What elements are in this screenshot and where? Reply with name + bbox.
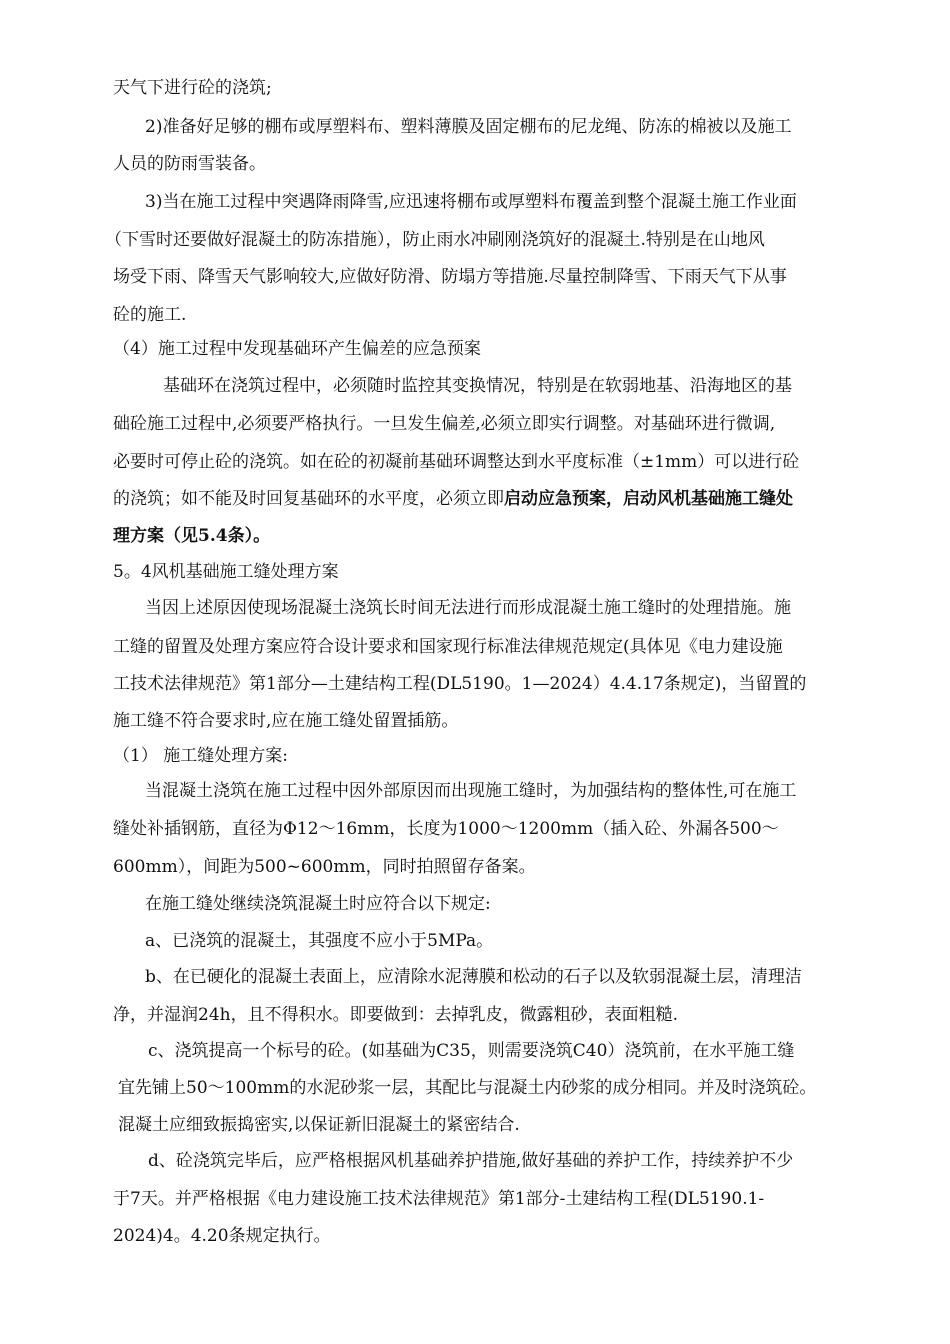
text-run: 缝处补插钢筋，直径为Φ12～16mm，长度为1000～1200mm（插入砼、外漏各500～ <box>113 819 779 839</box>
text-line <box>113 304 186 326</box>
text-run: 基础环在浇筑过程中，必须随时监控其变换情况，特别是在软弱地基、沿海地区的基 <box>163 376 792 396</box>
text-run: 的浇筑；如不能及时回复基础环的水平度，必须立即 <box>113 489 504 509</box>
text-run: 天气下进行砼的浇筑; <box>113 78 272 98</box>
text-line <box>148 1040 794 1062</box>
text-line <box>113 488 793 510</box>
bold-text-run: 理方案（见5.4条）。 <box>113 526 271 546</box>
text-line <box>113 266 787 288</box>
text-run: 600mm），间距为500~600mm，同时拍照留存备案。 <box>113 857 536 877</box>
text-line <box>145 191 797 213</box>
text-line <box>113 856 536 878</box>
text-line <box>148 1150 793 1172</box>
text-line <box>145 597 791 619</box>
text-run: 2024)4。4.20条规定执行。 <box>113 1226 331 1246</box>
bold-text-run: 启动应急预案，启动风机基础施工缝处 <box>504 489 793 509</box>
text-run: 必要时可停止砼的浇筑。如在砼的初凝前基础环调整达到水平度标准（±1mm）可以进行砼 <box>113 452 800 472</box>
text-run: 场受下雨、降雪天气影响较大,应做好防滑、防塌方等措施.尽量控制降雪、下雨天气下从事 <box>113 267 787 287</box>
text-run: 3)当在施工过程中突遇降雨降雪,应迅速将棚布或厚塑料布覆盖到整个混凝土施工作业面 <box>145 192 797 212</box>
text-run: （1） 施工缝处理方案: <box>113 746 288 766</box>
text-line <box>145 966 802 988</box>
section-heading <box>113 745 288 767</box>
text-run: 施工缝不符合要求时,应在施工缝处留置插筋。 <box>113 711 459 731</box>
text-run: 工缝的留置及处理方案应符合设计要求和国家现行标准法律规范规定(具体见《电力建设施 <box>113 637 783 657</box>
text-run: 在施工缝处继续浇筑混凝土时应符合以下规定: <box>145 894 491 914</box>
text-line <box>163 375 792 397</box>
text-line <box>113 525 270 547</box>
text-line <box>105 229 765 251</box>
text-line <box>113 673 806 695</box>
text-line <box>113 1225 331 1247</box>
text-line <box>118 1114 520 1136</box>
text-run: 于7天。并严格根据《电力建设施工技术法律规范》第1部分-土建结构工程(DL5190.1- <box>113 1189 765 1209</box>
text-run: d、砼浇筑完毕后，应严格根据风机基础养护措施,做好基础的养护工作，持续养护不少 <box>148 1151 794 1171</box>
text-run: 础砼施工过程中,必须要严格执行。一旦发生偏差,必须立即实行调整。对基础环进行微调, <box>113 414 776 434</box>
text-line <box>113 636 783 658</box>
text-run: 当混凝土浇筑在施工过程中因外部原因而出现施工缝时，为加强结构的整体性,可在施工 <box>145 781 797 801</box>
text-line <box>113 413 775 435</box>
section-heading <box>113 338 481 360</box>
text-run: 宜先铺上50～100mm的水泥砂浆一层，其配比与混凝土内砂浆的成分相同。并及时浇筑砼。 <box>118 1078 817 1098</box>
text-run: 砼的施工. <box>113 305 187 325</box>
text-line <box>113 1188 764 1210</box>
text-run: 净，并湿润24h，且不得积水。即要做到：去掉乳皮，微露粗砂，表面粗糙. <box>113 1005 678 1025</box>
text-run: 当因上述原因使现场混凝土浇筑长时间无法进行而形成混凝土施工缝时的处理措施。施 <box>145 598 791 618</box>
text-line <box>113 710 458 732</box>
text-line <box>113 77 272 99</box>
text-run: c、浇筑提高一个标号的砼。(如基础为C35，则需要浇筑C40）浇筑前，在水平施工缝 <box>148 1041 795 1061</box>
text-run: 2)准备好足够的棚布或厚塑料布、塑料薄膜及固定棚布的尼龙绳、防冻的棉被以及施工 <box>145 117 792 137</box>
text-run: b、在已硬化的混凝土表面上，应清除水泥薄膜和松动的石子以及软弱混凝土层，清理洁 <box>145 967 802 987</box>
text-run: 5。4风机基础施工缝处理方案 <box>113 562 339 582</box>
text-run: 工技术法律规范》第1部分—土建结构工程(DL5190。1—2024）4.4.17条规定)，当留置的 <box>113 674 807 694</box>
text-run: （4）施工过程中发现基础环产生偏差的应急预案 <box>113 339 481 359</box>
text-line <box>113 1004 678 1026</box>
text-line <box>113 818 779 840</box>
text-line <box>113 451 799 473</box>
text-line <box>118 1077 816 1099</box>
section-heading <box>113 561 339 583</box>
text-line <box>145 930 493 952</box>
text-run: 混凝土应细致振捣密实,以保证新旧混凝土的紧密结合. <box>118 1115 520 1135</box>
text-run: 人员的防雨雪装备。 <box>113 154 266 174</box>
text-line <box>113 153 266 175</box>
text-line <box>145 780 796 802</box>
text-line <box>145 893 491 915</box>
text-run: （下雪时还要做好混凝土的防冻措施），防止雨水冲刷刚浇筑好的混凝土.特别是在山地风 <box>105 230 765 250</box>
text-run: a、已浇筑的混凝土，其强度不应小于5MPa。 <box>145 931 494 951</box>
text-line <box>145 116 791 138</box>
